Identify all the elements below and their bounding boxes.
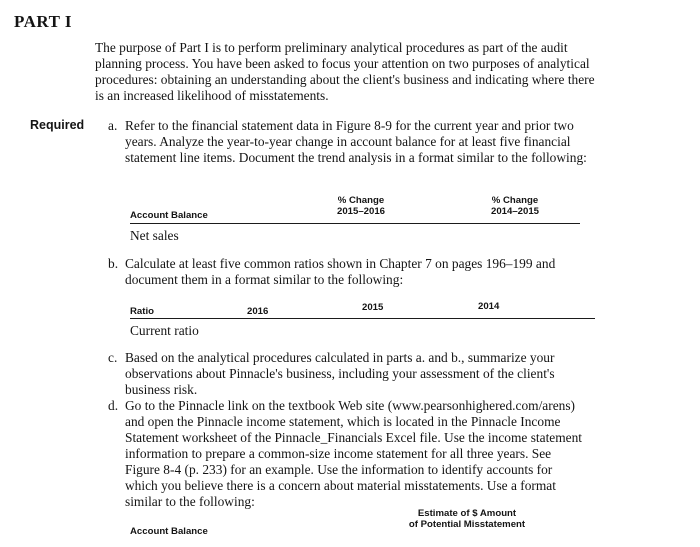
table-d-col2-line2: of Potential Misstatement — [408, 519, 526, 530]
table-a-row-net-sales: Net sales — [130, 228, 179, 243]
table-a-col-change-2014-2015 — [480, 195, 550, 217]
table-d-col2-line1: Estimate of $ Amount — [417, 508, 517, 519]
table-b-header-rule — [130, 318, 595, 319]
requirement-b-letter: b. — [108, 256, 119, 271]
requirement-a-letter: a. — [108, 118, 118, 133]
requirement-c — [108, 350, 588, 398]
table-a-header-rule — [130, 223, 580, 224]
requirement-d-letter: d. — [108, 398, 119, 413]
table-a-col-change-2015-2016 — [326, 195, 396, 217]
table-b-col-2015: 2015 — [362, 302, 384, 313]
requirement-c-letter: c. — [108, 350, 118, 365]
table-d-col-estimate — [392, 508, 542, 530]
table-b-col-ratio: Ratio — [130, 306, 154, 317]
table-a-col2-line2: 2015–2016 — [336, 206, 386, 217]
required-label: Required — [30, 118, 85, 132]
requirement-b-text: Calculate at least five common ratios shown in Chapter 7 on pages 196–199 and document them in a format similar to the following: — [125, 256, 556, 287]
table-a-col2-line1: % Change — [337, 195, 385, 206]
requirement-a — [108, 118, 596, 166]
table-b-row-current-ratio: Current ratio — [130, 323, 199, 338]
requirement-b — [108, 256, 596, 288]
requirement-d-text: Go to the Pinnacle link on the textbook Web site (www.pearsonhighered.com/arens) and open the Pinnacle income statement, which is located in the Pinnacle Income Statement worksheet of the Pinnacle_Financials Excel file. Use the income statement information to prepare a common-size income statement for all three years. See Figure 8-4 (p. 233) for an example. Use the information to identify accounts for which you believe there is a concern about material misstatements. Use a format similar to the following: — [125, 398, 583, 509]
table-b-col-2016: 2016 — [247, 306, 269, 317]
table-b-col-2014: 2014 — [478, 301, 500, 312]
requirement-a-text: Refer to the financial statement data in Figure 8-9 for the current year and prior two years. Analyze the year-to-year change in account balance for at least five financial statement line items. Document the trend analysis in a format similar to the following: — [125, 118, 587, 165]
table-a-col3-line2: 2014–2015 — [490, 206, 540, 217]
part-title: PART I — [14, 12, 72, 31]
table-a-col-account-balance: Account Balance — [130, 210, 208, 221]
requirement-c-text: Based on the analytical procedures calculated in parts a. and b., summarize your observations about Pinnacle's business, including your assessment of the client's business risk. — [125, 350, 555, 397]
table-d-col-account-balance: Account Balance — [130, 526, 208, 537]
intro-paragraph: The purpose of Part I is to perform preliminary analytical procedures as part of the audit planning process. You have been asked to focus your attention on two purposes of analytical procedures: obtaining an understanding about the client's business and indicating where there is an increased likelihood of misstatements. — [95, 40, 595, 103]
table-a-col3-line1: % Change — [491, 195, 539, 206]
requirement-d — [108, 398, 588, 510]
